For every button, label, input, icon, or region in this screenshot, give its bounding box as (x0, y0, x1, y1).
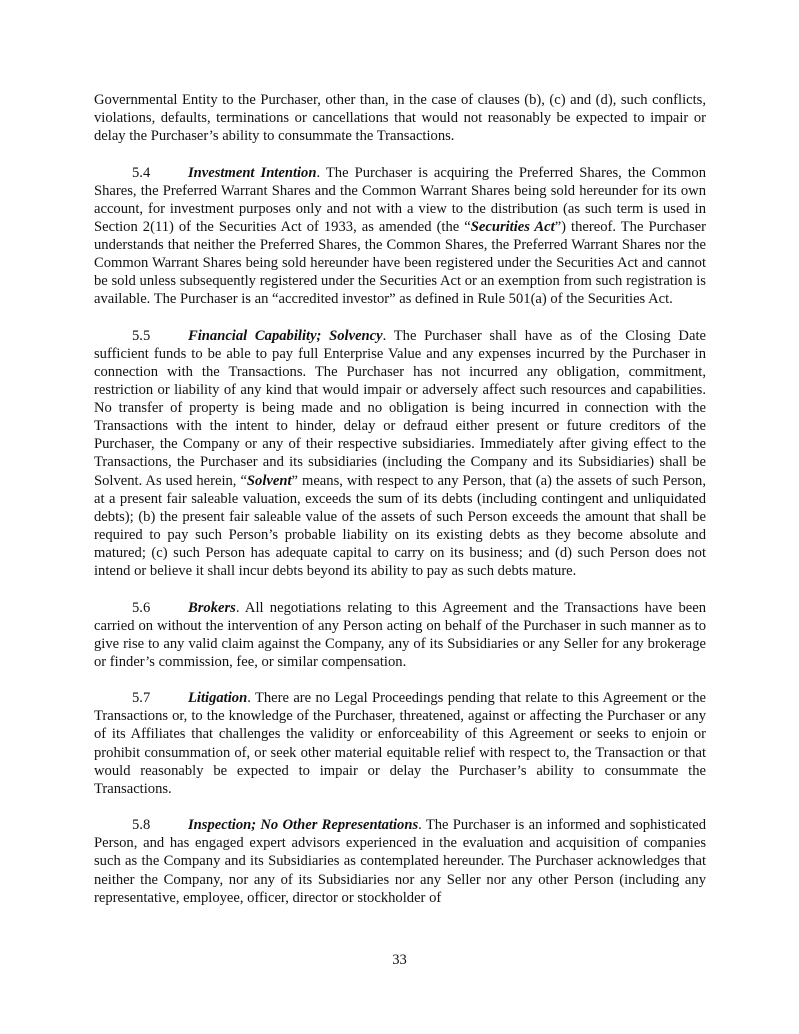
defined-term: Securities Act (470, 218, 555, 235)
section-heading: Investment Intention (188, 164, 317, 181)
continuation-paragraph: Governmental Entity to the Purchaser, other than, in the case of clauses (b), (c) and (d), such conflicts, violations, defaults, terminations or cancellations that would not reasonably be expected to impair or delay the Purchaser’s ability to consummate the Transactions. (94, 92, 706, 145)
section-text: . The Purchaser is acquiring the Preferred Shares, the Common Shares, the Preferred Warrant Shares and the Common Warrant Shares being sold hereunder for its own account, for investment purposes only and not with a view to the distribution (as such term is used in Section 2(11) of the Securities Act of 1933, as amended (the “ (94, 164, 706, 235)
section-number: 5.6 (132, 599, 151, 616)
section-number: 5.4 (132, 164, 151, 181)
section-text-continued: ”) thereof. The Purchaser understands that neither the Preferred Shares, the Common Shares, the Preferred Warrant Shares nor the Common Warrant Shares being sold hereunder have been registered under the Securities Act and cannot be sold unless subsequently registered under the Securities Act or an exemption from such registration is available. The Purchaser is an “accredited investor” as defined in Rule 501(a) of the Securities Act. (94, 218, 707, 308)
section-number: 5.5 (132, 327, 151, 344)
section-5-6 (94, 599, 706, 671)
section-number: 5.8 (132, 817, 151, 834)
section-5-4 (94, 164, 706, 309)
section-text: . All negotiations relating to this Agreement and the Transactions have been carried on without the intervention of any Person acting on behalf of the Purchaser in such manner as to give rise to any valid claim against the Company, any of its Subsidiaries or any Seller for any brokerage or finder’s commission, fee, or similar compensation. (94, 599, 706, 670)
document-page (94, 91, 706, 925)
section-heading: Financial Capability; Solvency (188, 327, 383, 344)
section-number: 5.7 (132, 690, 151, 707)
section-heading: Litigation (188, 690, 248, 707)
section-text: . The Purchaser shall have as of the Closing Date sufficient funds to be able to pay full Enterprise Value and any expenses incurred by the Purchaser in connection with the Transactions. The Purchaser has not incurred any obligation, commitment, restriction or liability of any kind that would impair or adversely affect such resources and capabilities. No transfer of property is being made and no obligation is being incurred in connection with the Transactions with the intent to hinder, delay or defraud either present or future creditors of the Purchaser, the Company or any of their respective subsidiaries. Immediately after giving effect to the Transactions, the Purchaser and its subsidiaries (including the Company and its Subsidiaries) shall be Solvent. As used herein, “ (94, 327, 706, 489)
page-number: 33 (392, 952, 407, 968)
section-heading: Inspection; No Other Representations (188, 817, 419, 834)
defined-term: Solvent (246, 472, 292, 489)
section-text-continued: ” means, with respect to any Person, that (a) the assets of such Person, at a present fair saleable valuation, exceeds the sum of its debts (including contingent and unliquidated debts); (b) the present fair saleable value of the assets of such Person exceeds the amount that shall be required to pay such Person’s probable liability on its existing debts as they become absolute and matured; (c) such Person has adequate capital to carry on its business; and (d) such Person does not intend or believe it shall incur debts beyond its ability to pay as such debts mature. (94, 472, 706, 580)
section-text: . There are no Legal Proceedings pending that relate to this Agreement or the Transactions or, to the knowledge of the Purchaser, threatened, against or affecting the Purchaser or any of its Affiliates that challenges the validity or enforceability of this Agreement or seeks to enjoin or prohibit consummation of, or seek other material equitable relief with respect to, the Transaction or that would reasonably be expected to impair or delay the Purchaser’s ability to consummate the Transactions. (94, 690, 706, 797)
section-5-7 (94, 689, 706, 798)
section-5-5 (94, 327, 706, 580)
section-text: . The Purchaser is an informed and sophisticated Person, and has engaged expert advisors experienced in the evaluation and acquisition of companies such as the Company and its Subsidiaries as contemplated hereunder. The Purchaser acknowledges that neither the Company, nor any of its Subsidiaries nor any Seller nor any other Person (including any representative, employee, officer, director or stockholder of (94, 817, 706, 906)
section-5-8 (94, 816, 706, 906)
section-heading: Brokers (188, 599, 236, 616)
